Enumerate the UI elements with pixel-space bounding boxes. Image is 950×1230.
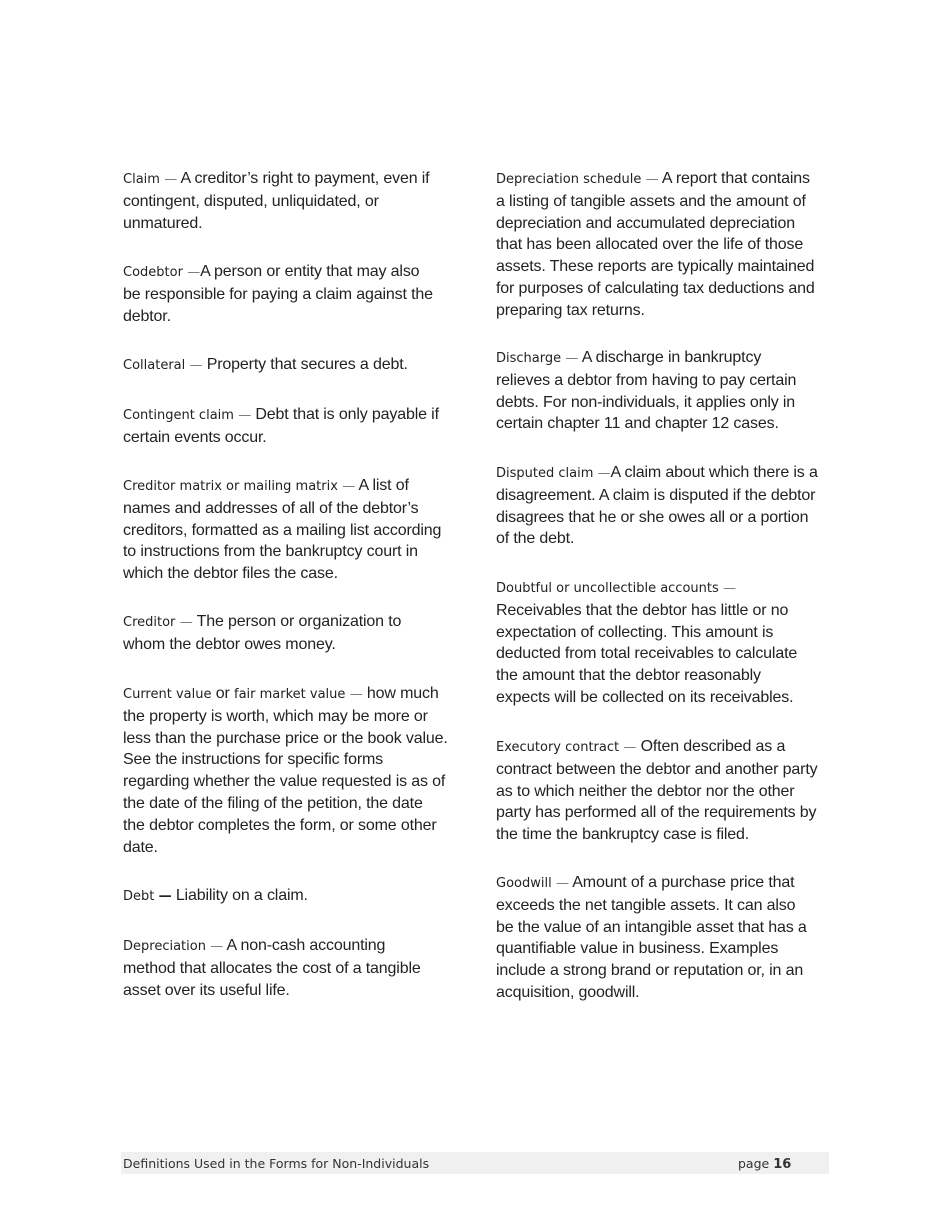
definition-executory-contract — [496, 736, 818, 846]
definition-term: Goodwill — [496, 876, 552, 891]
definition-contingent-claim — [123, 404, 441, 449]
definition-term: Disputed claim — [496, 466, 594, 481]
definition-disputed-claim — [496, 462, 818, 550]
page-indicator — [738, 1156, 791, 1172]
definition-text: Property that secures a debt. — [206, 356, 408, 373]
definition-text: A person or entity that may also be responsible for paying a claim against the debtor. — [123, 263, 433, 325]
definition-debt — [123, 885, 448, 908]
definition-term: Depreciation schedule — [496, 172, 642, 187]
em-dash: — — [723, 581, 736, 596]
em-dash: — — [623, 740, 637, 755]
definition-text: A report that contains a listing of tangible assets and the amount of depreciation and accumulated depreciation that has been allocated over the life of those assets. These reports are typically maintained for purposes of calculating tax deductions and preparing tax returns. — [496, 170, 815, 319]
definition-current-value — [123, 683, 448, 858]
em-dash: — — [164, 172, 178, 187]
em-dash: — — [210, 939, 224, 954]
em-dash: — — [597, 466, 611, 481]
em-dash: — — [158, 889, 172, 904]
definition-text: A list of names and addresses of all of the debtor’s creditors, formatted as a mailing list according to instructions from the bankruptcy court in which the debtor files the case. — [123, 477, 442, 583]
definition-term: Collateral — [123, 358, 186, 373]
definition-claim — [123, 168, 448, 234]
em-dash: — — [189, 358, 203, 373]
definition-text: A claim about which there is a disagreement. A claim is disputed if the debtor disagrees that he or she owes all or a portion of the debt. — [496, 464, 818, 548]
em-dash: — — [565, 351, 579, 366]
definition-doubtful-accounts — [496, 577, 818, 709]
definition-goodwill — [496, 872, 812, 1004]
page-number: 16 — [773, 1157, 792, 1172]
em-dash: — — [645, 172, 659, 187]
definition-creditor — [123, 611, 423, 656]
definition-term: Creditor — [123, 615, 176, 630]
definition-text: The person or organization to whom the debtor owes money. — [123, 613, 402, 653]
definition-depreciation-schedule — [496, 168, 818, 322]
definition-term: Doubtful or uncollectible accounts — [496, 581, 719, 596]
definition-text: A discharge in bankruptcy relieves a debtor from having to pay certain debts. For non-individuals, it applies only in certain chapter 11 and chapter 12 cases. — [496, 349, 797, 433]
em-dash: — — [556, 876, 569, 891]
definition-term: Creditor matrix or mailing matrix — [123, 479, 338, 494]
definition-depreciation — [123, 935, 428, 1001]
definition-text: Debt that is only payable if certain events occur. — [123, 406, 439, 446]
definition-term: Contingent claim — [123, 408, 234, 423]
definition-term: Claim — [123, 172, 160, 187]
definition-codebtor — [123, 261, 433, 327]
page-label: page — [738, 1156, 770, 1171]
definition-text: Receivables that the debtor has little or no expectation of collecting. This amount is deducted from total receivables to calculate the amount that the debtor reasonably expects will be collected on its receivables. — [496, 601, 798, 706]
em-dash: — — [238, 408, 252, 423]
definition-text: Amount of a purchase price that exceeds the net tangible assets. It can also be the value of an intangible asset that has a quantifiable value in business. Examples include a strong brand or reputation or, in an acquisition, goodwill. — [496, 874, 807, 1001]
definition-discharge — [496, 347, 808, 435]
definition-text: Liability on a claim. — [175, 887, 308, 904]
definition-text: A creditor’s right to payment, even if contingent, disputed, unliquidated, or unmatured. — [123, 170, 430, 232]
definition-text: Often described as a contract between the debtor and another party as to which neither the debtor nor the other party has performed all of the requirements by the time the bankruptcy case is filed. — [496, 738, 818, 844]
page-footer — [121, 1152, 829, 1174]
definition-collateral — [123, 354, 448, 377]
em-dash: — — [187, 265, 201, 280]
footer-document-title: Definitions Used in the Forms for Non-Individuals — [123, 1156, 430, 1171]
definition-creditor-matrix — [123, 475, 448, 585]
definition-term: Codebtor — [123, 265, 183, 280]
definition-term: Executory contract — [496, 740, 620, 755]
definition-term: Debt — [123, 889, 155, 904]
definition-term-alt: fair market value — [234, 687, 346, 702]
definition-term: Depreciation — [123, 939, 206, 954]
definition-text: how much the property is worth, which may be more or less than the purchase price or the book value. See the instructions for specific forms regarding whether the value requested is as of the date of the filing of the petition, the date the debtor completes the form, or some other date. — [123, 685, 448, 856]
definition-text: A non-cash accounting method that allocates the cost of a tangible asset over its useful life. — [123, 937, 421, 999]
definition-term: Discharge — [496, 351, 562, 366]
em-dash: — — [342, 479, 356, 494]
definition-connector: or — [215, 685, 230, 702]
em-dash: — — [349, 687, 363, 702]
em-dash: — — [179, 615, 193, 630]
definition-term: Current value — [123, 687, 212, 702]
